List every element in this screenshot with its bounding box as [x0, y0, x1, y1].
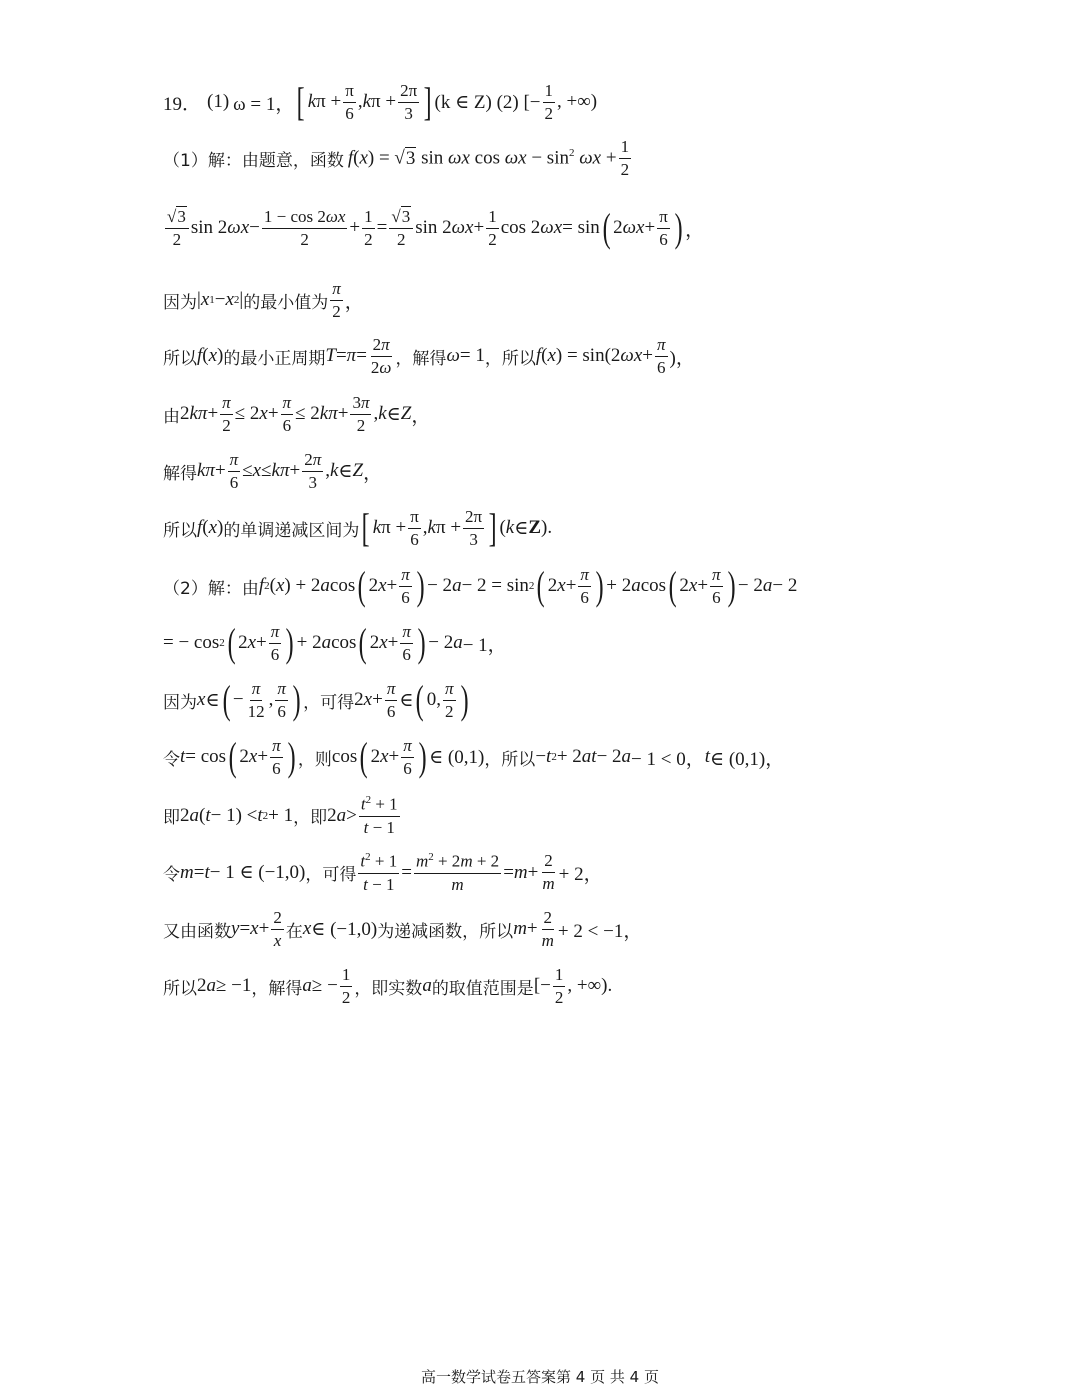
solution-line-7: 所以 f ( x ) 的单调递减区间为 [ k π + $\frac{\pi}{6}$ , k π + $\frac{2\pi}{3}$ ] ( k ∈ Z ). [163, 505, 553, 551]
fraction: $\frac{1}{2}$ [364, 207, 373, 249]
page-footer: 高一数学试卷五答案第 4 页 共 4 页 [421, 1368, 659, 1386]
fraction: $\frac{2\pi}{3}$ [400, 81, 418, 123]
solution-line-6: 解得 kπ + $\frac{\pi}{6}$ ≤ x ≤ kπ + $\frac{2\pi}{3}$ , k ∈ Z ， [163, 450, 383, 492]
fraction: $\frac{1}{2}$ [341, 965, 351, 1007]
text-segment: 所以 [163, 348, 197, 369]
fraction: $\frac{\pi}{6}$ [659, 207, 668, 249]
fraction: $\frac{2}{x}$ [273, 908, 282, 950]
text-segment: ， [685, 219, 705, 241]
fraction: $\frac{m^2 + 2m + 2}{m}$ [415, 851, 500, 894]
fraction: $\frac{1}{2}$ [488, 207, 497, 249]
solution-line-12: 即 2 a ( t − 1) < t 2 + 1 ，即 2 a > $\frac{t^2 + 1}{t - 1}$ [163, 794, 398, 837]
solution-line-1: （1）解：由题意，函数 f(x) = √3 sin ωx $\cos \omega x - \sin^2 \omega x$ + $\frac{1}{2}$ [163, 137, 630, 179]
fraction: $\frac{\pi}{6}$ [410, 507, 419, 549]
text-segment: 的单调递减区间为 [223, 520, 360, 541]
fraction: $\frac{\pi}{6}$ [657, 335, 666, 377]
text-segment: 由 [163, 406, 180, 427]
answer-part2-end: , +∞) [557, 91, 598, 113]
solution-line-9: = − cos 2 ( 2 x + $\frac{\pi}{6}$ ) + 2 a cos ( 2 x + $\frac{\pi}{6}$ ) − 2 a − 1， [163, 620, 507, 666]
text-segment: 令 [163, 749, 180, 770]
solution-line-4: 所以 f ( x ) 的最小正周期 T = π = $\frac{2\pi}{2\omega}$ ，解得 ω = 1 ，所以 f ( x ) = sin(2 ωx + $\frac{\pi}{6}$ )， [163, 335, 695, 377]
fraction: $\frac{1 - \cos 2\omega x}{2}$ [263, 207, 346, 249]
fraction: $\frac{2\pi}{3}$ [465, 507, 483, 549]
fraction: $\frac{2}{m}$ [542, 851, 555, 894]
bracket-left: [ [297, 79, 306, 125]
fraction: $\frac{\pi}{12}$ [247, 679, 265, 721]
text-segment: （2）解：由 [163, 578, 259, 599]
text-segment: ，所以 [484, 749, 536, 770]
fraction: $\frac{\pi}{6}$ [270, 622, 280, 664]
text-segment: 为递减函数，所以 [377, 921, 514, 942]
fraction: $\frac{\pi}{6}$ [402, 622, 411, 664]
fraction: $\frac{\pi}{6}$ [712, 565, 721, 607]
fraction: $\frac{t^2 + 1}{t - 1}$ [360, 794, 398, 837]
text-segment: 的最小值为 [243, 292, 329, 313]
text-segment: 即 [163, 808, 180, 829]
fraction: $\frac{t^2 + 1}{t - 1}$ [360, 851, 398, 894]
fraction: $\frac{√3}{2}$ [389, 208, 413, 249]
text-segment: 所以 [163, 520, 197, 541]
fraction: $\frac{\pi}{2}$ [445, 679, 454, 721]
solution-line-14: 又由函数 y = x + $\frac{2}{x}$ 在 x ∈ (−1,0) 为递减函数，所以 m + $\frac{2}{m}$ + 2 < −1， [163, 908, 643, 950]
fraction: $\frac{1}{2}$ [544, 81, 554, 123]
solution-line-3: 因为 | x 1 − x 2 | 的最小值为 $\frac{\pi}{2}$ ， [163, 279, 364, 321]
text-segment: ，所以 [484, 348, 536, 369]
fraction: $\frac{\pi}{6}$ [403, 736, 412, 778]
text-segment: （1）解：由题意，函数 [163, 150, 344, 171]
text-segment: ，解得 [251, 978, 303, 999]
fraction: $\frac{\pi}{2}$ [332, 279, 341, 321]
solution-line-13: 令 m = t − 1 ∈ (−1,0) ，可得 $\frac{t^2 + 1}{t - 1}$ = $\frac{m^2 + 2m + 2}{m}$ = m + $\frac{2}{m}$ + 2， [163, 851, 603, 894]
fraction: $\frac{\pi}{6}$ [580, 565, 589, 607]
text-segment: ，解得 [395, 348, 447, 369]
solution-line-2: $\frac{√3}{2}$ sin 2 ωx − $\frac{1 - \cos 2\omega x}{2}$ + $\frac{1}{2}$ = $\frac{√3}{2}$ sin 2 ωx + $\frac{1}{2}$ cos 2 ωx = sin ( 2 ωx + $\frac{\pi}{6}$ ) ， [167, 205, 705, 251]
text-segment: 的取值范围是 [431, 978, 534, 999]
solution-line-15: 所以 2 a ≥ −1 ，解得 a ≥ − $\frac{1}{2}$ ，即实数 a 的取值范围是 [− $\frac{1}{2}$ , +∞). [163, 965, 613, 1007]
answer-interval-part2: (k ∈ Z) (2) [− [434, 91, 541, 113]
fraction: $\frac{√3}{2}$ [165, 208, 189, 249]
fraction: $\frac{1}{2}$ [554, 965, 564, 1007]
text-segment: 令 [163, 865, 180, 886]
problem-number: 19． [163, 93, 202, 115]
fraction: $\frac{\pi}{6}$ [401, 565, 410, 607]
solution-line-10: 因为 x ∈ ( − $\frac{\pi}{12}$ , $\frac{\pi}{6}$ ) ，可得 2 x + $\frac{\pi}{6}$ ∈ ( 0, $\frac{\pi}{2}$ ) [163, 677, 469, 723]
fraction: $\frac{\pi}{6}$ [386, 679, 396, 721]
text-segment: 因为 [163, 692, 197, 713]
text-segment: ，可得 [303, 692, 355, 713]
text-segment: ，即实数 [354, 978, 423, 999]
solution-line-11: 令 t = cos ( 2 x + $\frac{\pi}{6}$ ) ，则 cos ( 2 x + $\frac{\pi}{6}$ ) ∈ (0,1) ，所以 − t 2 + 2 at − 2 a − 1 < 0， t ∈ (0,1)， [163, 734, 785, 780]
text-segment: ，则 [297, 749, 332, 770]
bracket-right: ] [423, 79, 432, 125]
fraction: $\frac{2}{m}$ [541, 908, 554, 950]
fraction: $\frac{\pi}{6}$ [272, 736, 281, 778]
text-segment: 在 [285, 921, 303, 942]
fraction: $\frac{\pi}{2}$ [222, 393, 231, 435]
text-segment: ，可得 [305, 865, 357, 886]
solution-line-8: （2）解：由 f 2 ( x ) + 2 a cos ( 2 x + $\frac{\pi}{6}$ ) − 2 a − 2 = sin 2 ( 2 x + $\frac{\pi}{6}$ ) + 2 a cos ( 2 x + $\frac{\pi}{6}$ ) − 2 a − 2 [163, 563, 798, 609]
answer-omega: ω = 1， [233, 93, 295, 115]
text-segment: ，即 [293, 808, 328, 829]
fraction: $\frac{\pi}{6}$ [282, 393, 292, 435]
answer-part1-label: (1) [207, 91, 230, 113]
fraction: $\frac{2\pi}{3}$ [304, 450, 322, 492]
fraction: $\frac{\pi}{6}$ [277, 679, 286, 721]
fraction: $\frac{\pi}{6}$ [229, 450, 239, 492]
text-segment: 又由函数 [163, 921, 231, 942]
fraction: $\frac{2\pi}{2\omega}$ [370, 335, 392, 377]
text-segment: 的最小正周期 [223, 348, 326, 369]
text-segment: 解得 [163, 463, 197, 484]
fraction: $\frac{3\pi}{2}$ [352, 393, 370, 435]
text-segment: 因为 [163, 292, 197, 313]
text-segment: 所以 [163, 978, 197, 999]
solution-line-5: 由 2 kπ + $\frac{\pi}{2}$ ≤ 2 x + $\frac{\pi}{6}$ ≤ 2 kπ + $\frac{3\pi}{2}$ , k ∈ Z ， [163, 393, 431, 435]
fraction: $\frac{1}{2}$ [620, 137, 630, 179]
answer-line: 19． (1) ω = 1， [ k π + $\frac{\pi}{6}$ , k π + $\frac{2\pi}{3}$ ] (k ∈ Z) (2) [− $\frac{1}{2}$ , +∞) [163, 79, 598, 125]
fraction: $\frac{\pi}{6}$ [345, 81, 354, 123]
